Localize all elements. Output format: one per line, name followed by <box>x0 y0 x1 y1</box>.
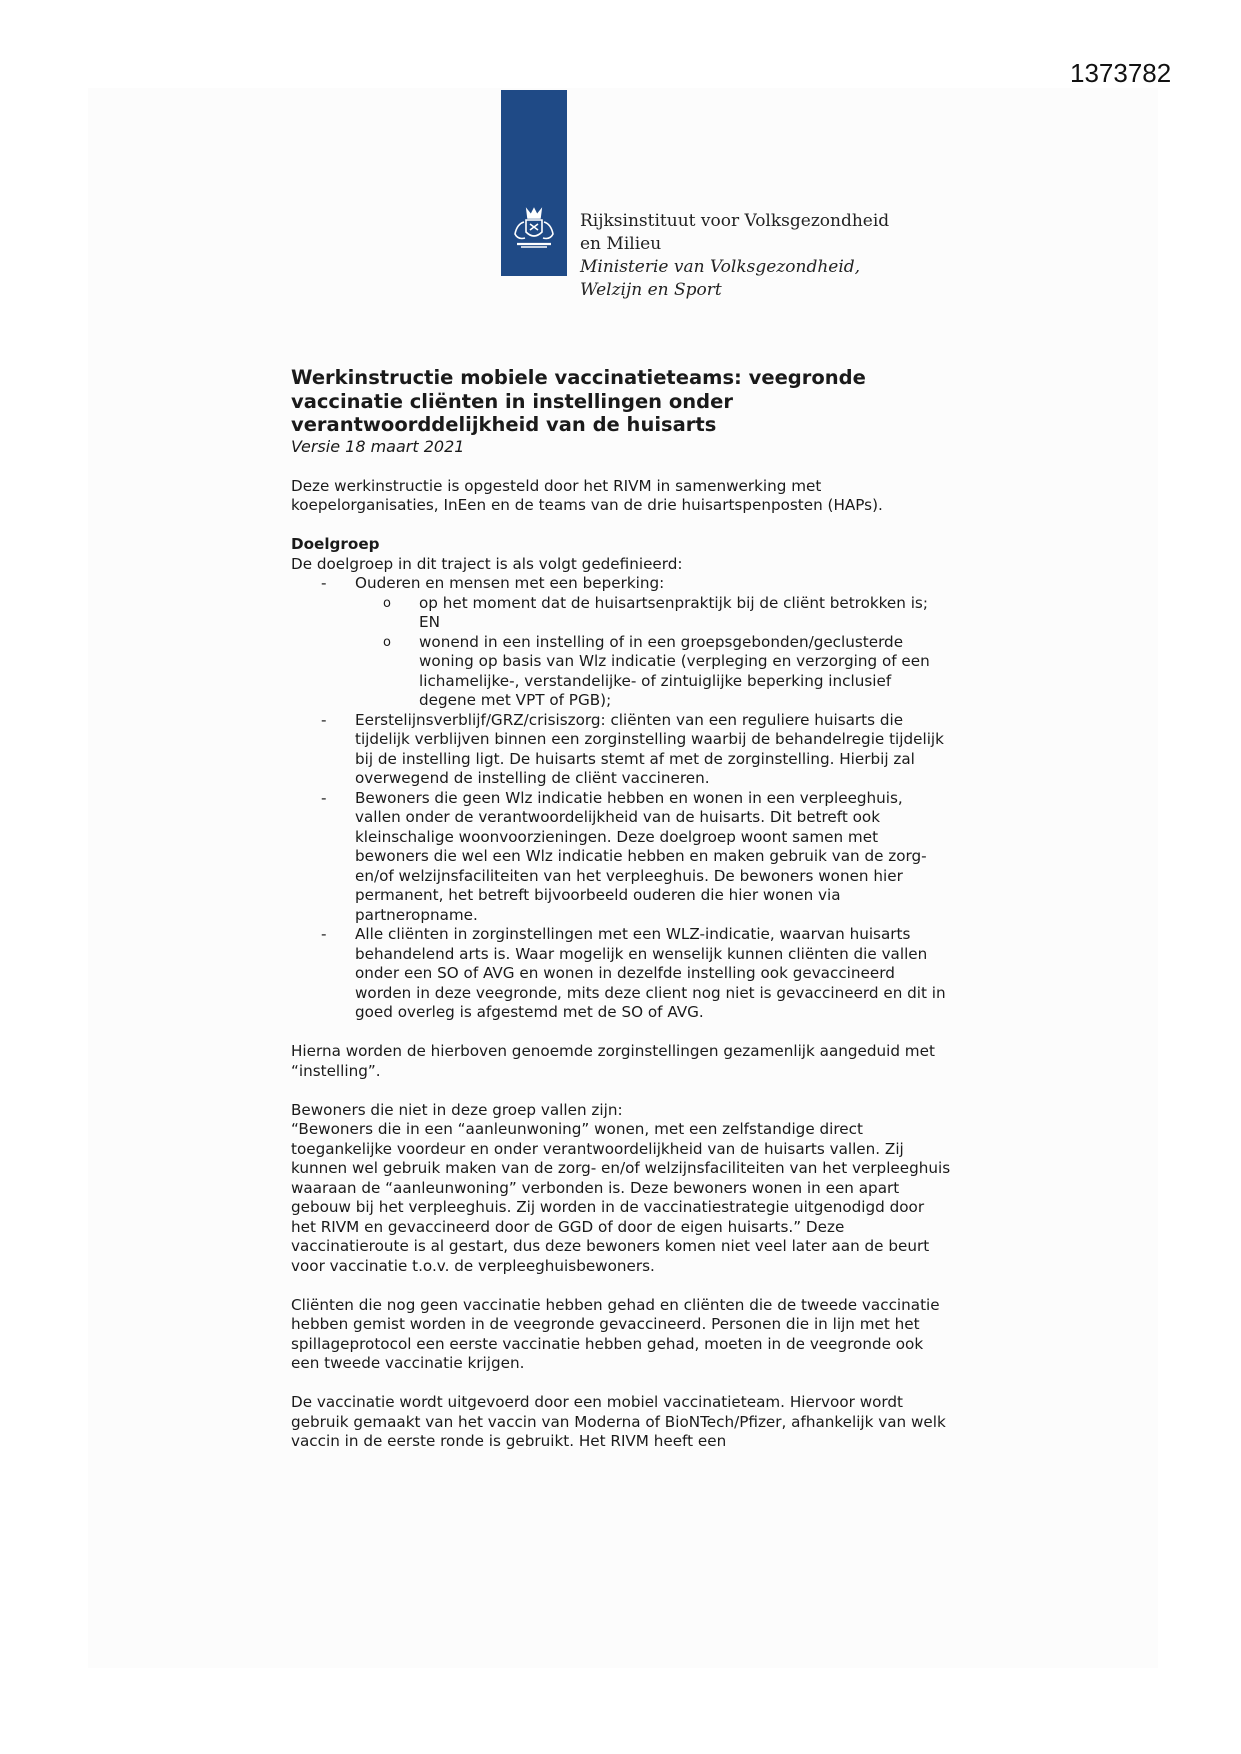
ministry-line1: Ministerie van Volksgezondheid, <box>580 257 861 277</box>
title-line-3: verantwoorddelijkheid van de huisarts <box>291 413 717 436</box>
sub-list-item <box>355 594 951 633</box>
dash-marker: - <box>321 925 327 943</box>
paragraph-excluded-residents <box>291 1101 951 1277</box>
dash-marker: - <box>321 574 327 592</box>
circle-marker: o <box>383 595 391 611</box>
organisation-block <box>580 210 889 302</box>
intro-paragraph: Deze werkinstructie is opgesteld door het RIVM in samenwerking met koepelorganisaties, InEen en de teams van de drie huisartspenposten (HAPs). <box>291 476 883 514</box>
list-item-text: Alle cliënten in zorginstellingen met een WLZ-indicatie, waarvan huisarts behandelend arts is. Waar mogelijk en wenselijk kunnen cliënten die vallen onder een SO of AVG en wonen in dezelfde instelling ook gevaccineerd worden in deze veegronde, mits deze client nog niet is gevaccineerd en dit in goed overleg is afgestemd met de SO of AVG. <box>355 925 946 1021</box>
title-line-2: vaccinatie cliënten in instellingen onder <box>291 389 733 413</box>
paragraph-vaccine: De vaccinatie wordt uitgevoerd door een mobiel vaccinatieteam. Hiervoor wordt gebruik gemaakt van het vaccin van Moderna of BioNTech/Pfizer, afhankelijk van welk vaccin in de eerste ronde is gebruikt. Het RIVM heeft een <box>291 1393 946 1450</box>
document-title <box>291 366 951 437</box>
title-line-1: Werkinstructie mobiele vaccinatieteams: veegronde <box>291 366 866 389</box>
rijksoverheid-logo <box>501 90 567 276</box>
section-intro: De doelgroep in dit traject is als volgt gedefinieerd: <box>291 554 683 573</box>
list-item <box>291 574 951 711</box>
org-name-line2: en Milieu <box>580 234 662 254</box>
excluded-intro: Bewoners die niet in deze groep vallen zijn: <box>291 1100 623 1119</box>
list-item-text: Eerstelijnsverblijf/GRZ/crisiszorg: cliënten van een reguliere huisarts die tijdelijk verblijven binnen een zorginstelling waarbij de behandelregie tijdelijk bij de instelling ligt. De huisarts stemt af met de zorginstelling. Hierbij zal overwegend de instelling de cliënt vaccineren. <box>355 710 944 787</box>
sub-list-item-text: op het moment dat de huisartsenpraktijk bij de cliënt betrokken is; EN <box>419 593 928 631</box>
list-item-text: Bewoners die geen Wlz indicatie hebben en wonen in een verpleeghuis, vallen onder de verantwoordelijkheid van de huisarts. Dit betreft ook kleinschalige woonvoorzieningen. Deze doelgroep woont samen met bewoners die wel een Wlz indicatie hebben en maken gebruik van de zorg- en/of welzijnsfaciliteiten van het verpleeghuis. De bewoners wonen hier permanent, het betreft bijvoorbeeld ouderen die hier wonen via partneropname. <box>355 788 927 924</box>
paragraph-instelling: Hierna worden de hierboven genoemde zorginstellingen gezamenlijk aangeduid met “instelling”. <box>291 1042 935 1080</box>
crest-icon <box>509 206 559 250</box>
paragraph-clients: Cliënten die nog geen vaccinatie hebben gehad en cliënten die de tweede vaccinatie hebben gemist worden in de veegronde gevaccineerd. Personen die in lijn met het spillageprotocol een eerste vaccinatie hebben gehad, moeten in de veegronde ook een tweede vaccinatie krijgen. <box>291 1295 940 1372</box>
circle-marker: o <box>383 634 391 650</box>
section-heading: Doelgroep <box>291 535 380 553</box>
target-group-list <box>291 574 951 1023</box>
list-item <box>291 925 951 1023</box>
ministry-line2: Welzijn en Sport <box>580 280 722 300</box>
list-item <box>291 789 951 926</box>
document-number: 1373782 <box>1070 58 1172 88</box>
sub-list-item-text: wonend in een instelling of in een groepsgebonden/geclusterde woning op basis van Wlz indicatie (verpleging en verzorging of een lichamelijke-, verstandelijke- of zintuiglijke beperking inclusief degene met VPT of PGB); <box>419 632 930 709</box>
sub-list <box>355 594 951 711</box>
document-body <box>291 366 951 1471</box>
list-item <box>291 711 951 789</box>
org-name-line1: Rijksinstituut voor Volksgezondheid <box>580 211 890 231</box>
dash-marker: - <box>321 788 327 807</box>
dash-marker: - <box>321 710 327 729</box>
excluded-body: “Bewoners die in een “aanleunwoning” wonen, met een zelfstandige direct toegankelijke voordeur en onder verantwoordelijkheid van de huisarts vallen. Zij kunnen wel gebruik maken van de zorg- en/of welzijnsfaciliteiten van het verpleeghuis waaraan de “aanleunwoning” verbonden is. Deze bewoners wonen in een apart gebouw bij het verpleeghuis. Zij worden in de vaccinatiestrategie uitgenodigd door het RIVM en gevaccineerd door de GGD of door de eigen huisarts.” Deze vaccinatieroute is al gestart, dus deze bewoners komen niet veel later aan de beurt voor vaccinatie t.o.v. de verpleeghuisbewoners. <box>291 1120 951 1275</box>
sub-list-item <box>355 633 951 711</box>
version-date: Versie 18 maart 2021 <box>291 436 465 456</box>
list-item-text: Ouderen en mensen met een beperking: <box>355 574 665 592</box>
